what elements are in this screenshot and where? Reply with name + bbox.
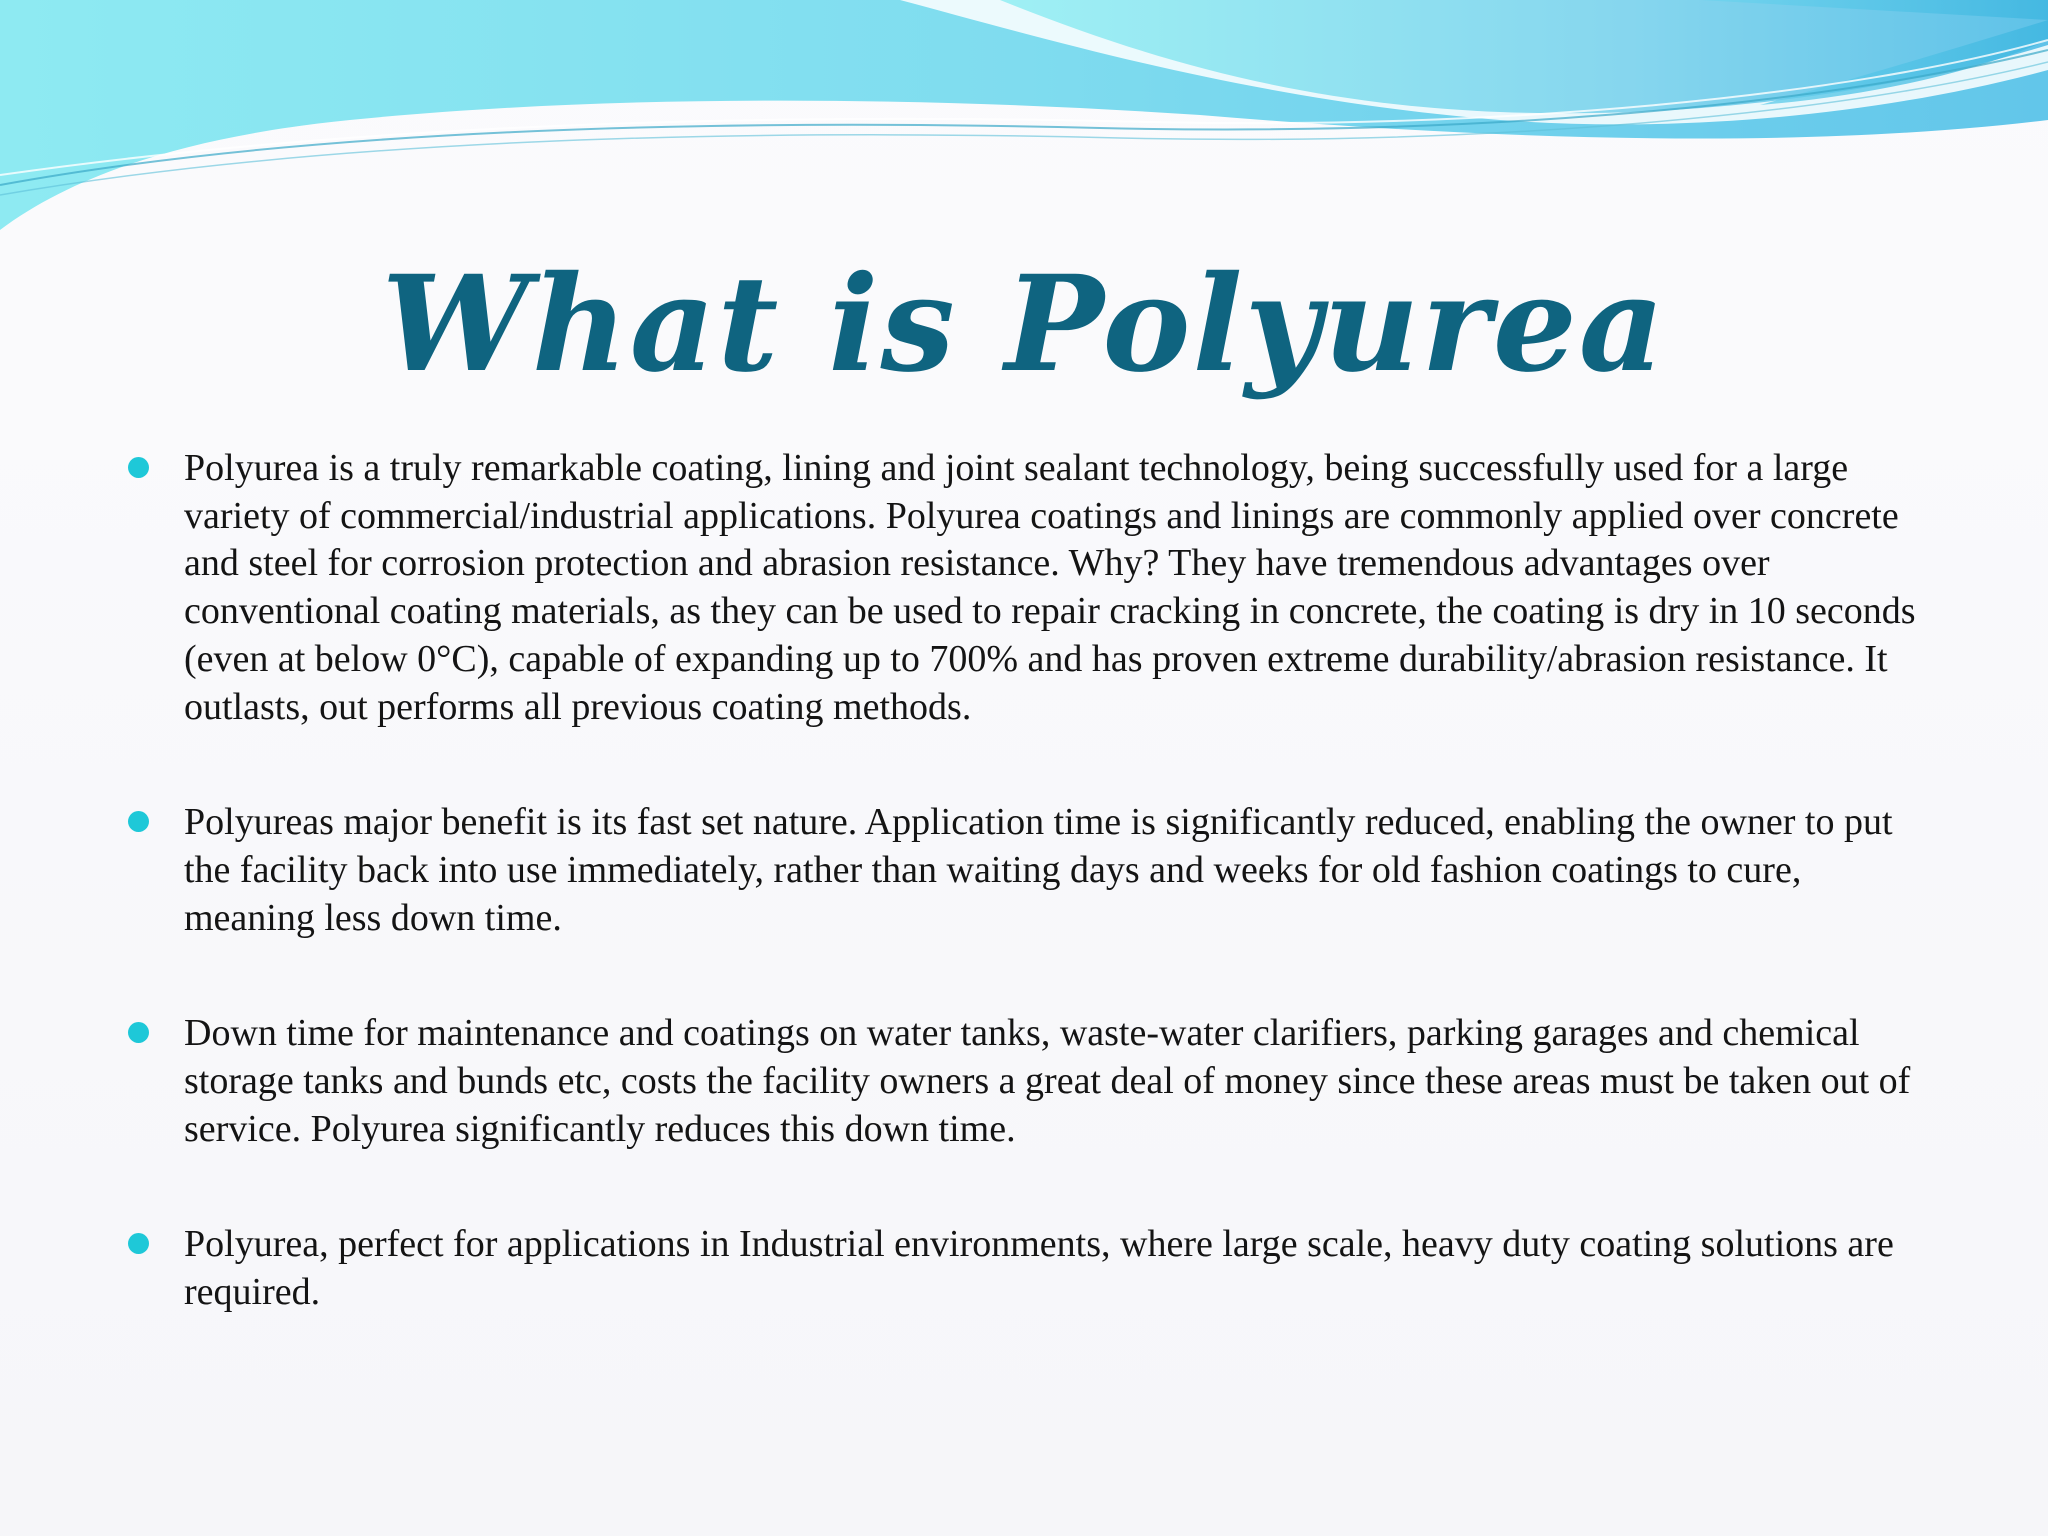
bullet-text: Down time for maintenance and coatings on water tanks, waste-water clarifiers, parking garages and chemical storage tanks and bunds etc, costs the facility owners a great deal of money since these areas must be taken out of service. Polyurea significantly reduces this down time. [184,1012,1911,1150]
bullet-icon [128,1233,149,1254]
bullet-list [128,445,1928,1317]
list-item [128,1221,1928,1316]
bullet-icon [128,457,149,478]
list-item [128,445,1928,731]
bullet-text: Polyurea is a truly remarkable coating, lining and joint sealant technology, being successfully used for a large variety of commercial/industrial applications. Polyurea coatings and linings are commonly applied over concrete and steel for corrosion protection and abrasion resistance. Why? They have tremendous advantages over conventional coating materials, as they can be used to repair cracking in concrete, the coating is dry in 10 seconds (even at below 0°C), capable of expanding up to 700% and has proven extreme durability/abrasion resistance. It outlasts, out performs all previous coating methods. [184,447,1916,728]
bullet-text: Polyurea, perfect for applications in Industrial environments, where large scale, heavy duty coating solutions are required. [184,1223,1894,1314]
header-wave-decoration [0,0,2048,240]
bullet-icon [128,1022,149,1043]
slide-title: What is Polyurea [381,247,1667,402]
list-item [128,1010,1928,1153]
list-item [128,799,1928,942]
bullet-text: Polyureas major benefit is its fast set nature. Application time is significantly reduced, enabling the owner to put the facility back into use immediately, rather than waiting days and weeks for old fashion coatings to cure, meaning less down time. [184,801,1893,939]
bullet-icon [128,811,149,832]
